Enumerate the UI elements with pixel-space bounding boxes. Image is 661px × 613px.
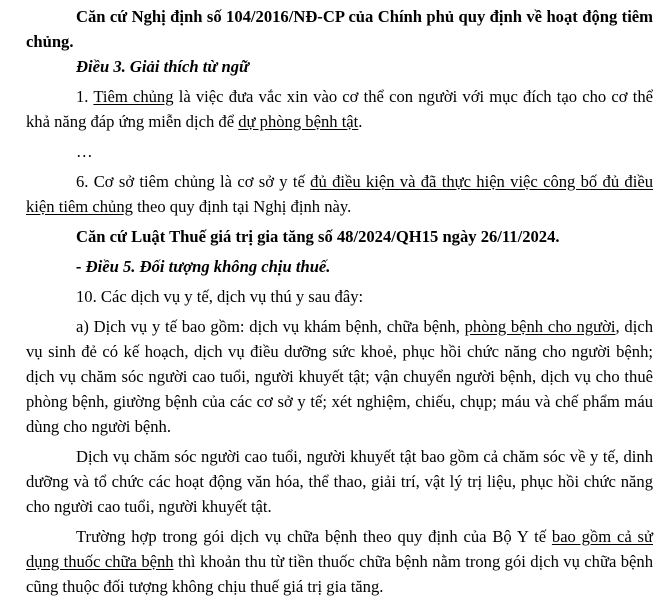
definition-1-end: . xyxy=(358,112,363,131)
item-a-prefix: a) Dịch vụ y tế bao gồm: dịch vụ khám bệnh, chữa bệnh, xyxy=(76,317,465,336)
item-a-paragraph xyxy=(26,314,653,439)
ellipsis: … xyxy=(76,142,93,161)
medicine-package-paragraph xyxy=(26,524,653,599)
item-10-paragraph: 10. Các dịch vụ y tế, dịch vụ thú y sau đây: xyxy=(76,287,364,306)
term-includes-medicine: bao gồm cả sử dụng thuốc chữa bệnh xyxy=(26,527,653,571)
medicine-package-prefix: Trường hợp trong gói dịch vụ chữa bệnh theo quy định của Bộ Y tế xyxy=(76,527,552,546)
term-vaccination: Tiêm chủng xyxy=(93,87,174,106)
term-disease-prevention: dự phòng bệnh tật xyxy=(238,112,359,131)
definition-1-prefix: 1. xyxy=(76,87,94,106)
medicine-package-body: thì khoản thu từ tiền thuốc chữa bệnh nằm trong gói dịch vụ chữa bệnh cũng thuộc đối tượng không chịu thuế giá trị gia tăng. xyxy=(26,552,653,596)
article-3-heading: Điều 3. Giải thích từ ngữ xyxy=(76,57,249,76)
term-disease-prevention-for-people: phòng bệnh cho người xyxy=(464,317,616,336)
definition-6-prefix: 6. Cơ sở tiêm chủng là cơ sở y tế xyxy=(76,172,311,191)
vat-law-basis-heading: Căn cứ Luật Thuế giá trị gia tăng số 48/2024/QH15 ngày 26/11/2024. xyxy=(76,227,560,246)
article-5-heading: - Điều 5. Đối tượng không chịu thuế. xyxy=(76,257,331,276)
item-a-body: , dịch vụ sinh đẻ có kế hoạch, dịch vụ điều dưỡng sức khoẻ, phục hồi chức năng cho người bệnh; dịch vụ chăm sóc người cao tuổi, người khuyết tật; vận chuyển người bệnh, dịch vụ cho thuê phòng bệnh, giường bệnh của các cơ sở y tế; xét nghiệm, chiếu, chụp; máu và chế phẩm máu dùng cho người bệnh. xyxy=(26,317,653,436)
term-qualified-facility: đủ điều kiện và đã thực hiện việc công bố đủ điều kiện tiêm chủng xyxy=(26,172,653,216)
definition-1-paragraph xyxy=(26,84,653,134)
elderly-care-paragraph: Dịch vụ chăm sóc người cao tuổi, người khuyết tật bao gồm cả chăm sóc về y tế, dinh dưỡng và tổ chức các hoạt động văn hóa, thể thao, giải trí, vật lý trị liệu, phục hồi chức năng cho người cao tuổi, người khuyết tật. xyxy=(26,447,653,516)
definition-6-end: theo quy định tại Nghị định này. xyxy=(132,197,352,216)
definition-1-body: là việc đưa vắc xin vào cơ thể con người với mục đích tạo cho cơ thể khả năng đáp ứng miễn dịch để xyxy=(26,87,654,131)
definition-6-paragraph xyxy=(26,169,653,219)
decree-basis-heading: Căn cứ Nghị định số 104/2016/NĐ-CP của Chính phủ quy định về hoạt động tiêm chủng. xyxy=(26,7,653,51)
